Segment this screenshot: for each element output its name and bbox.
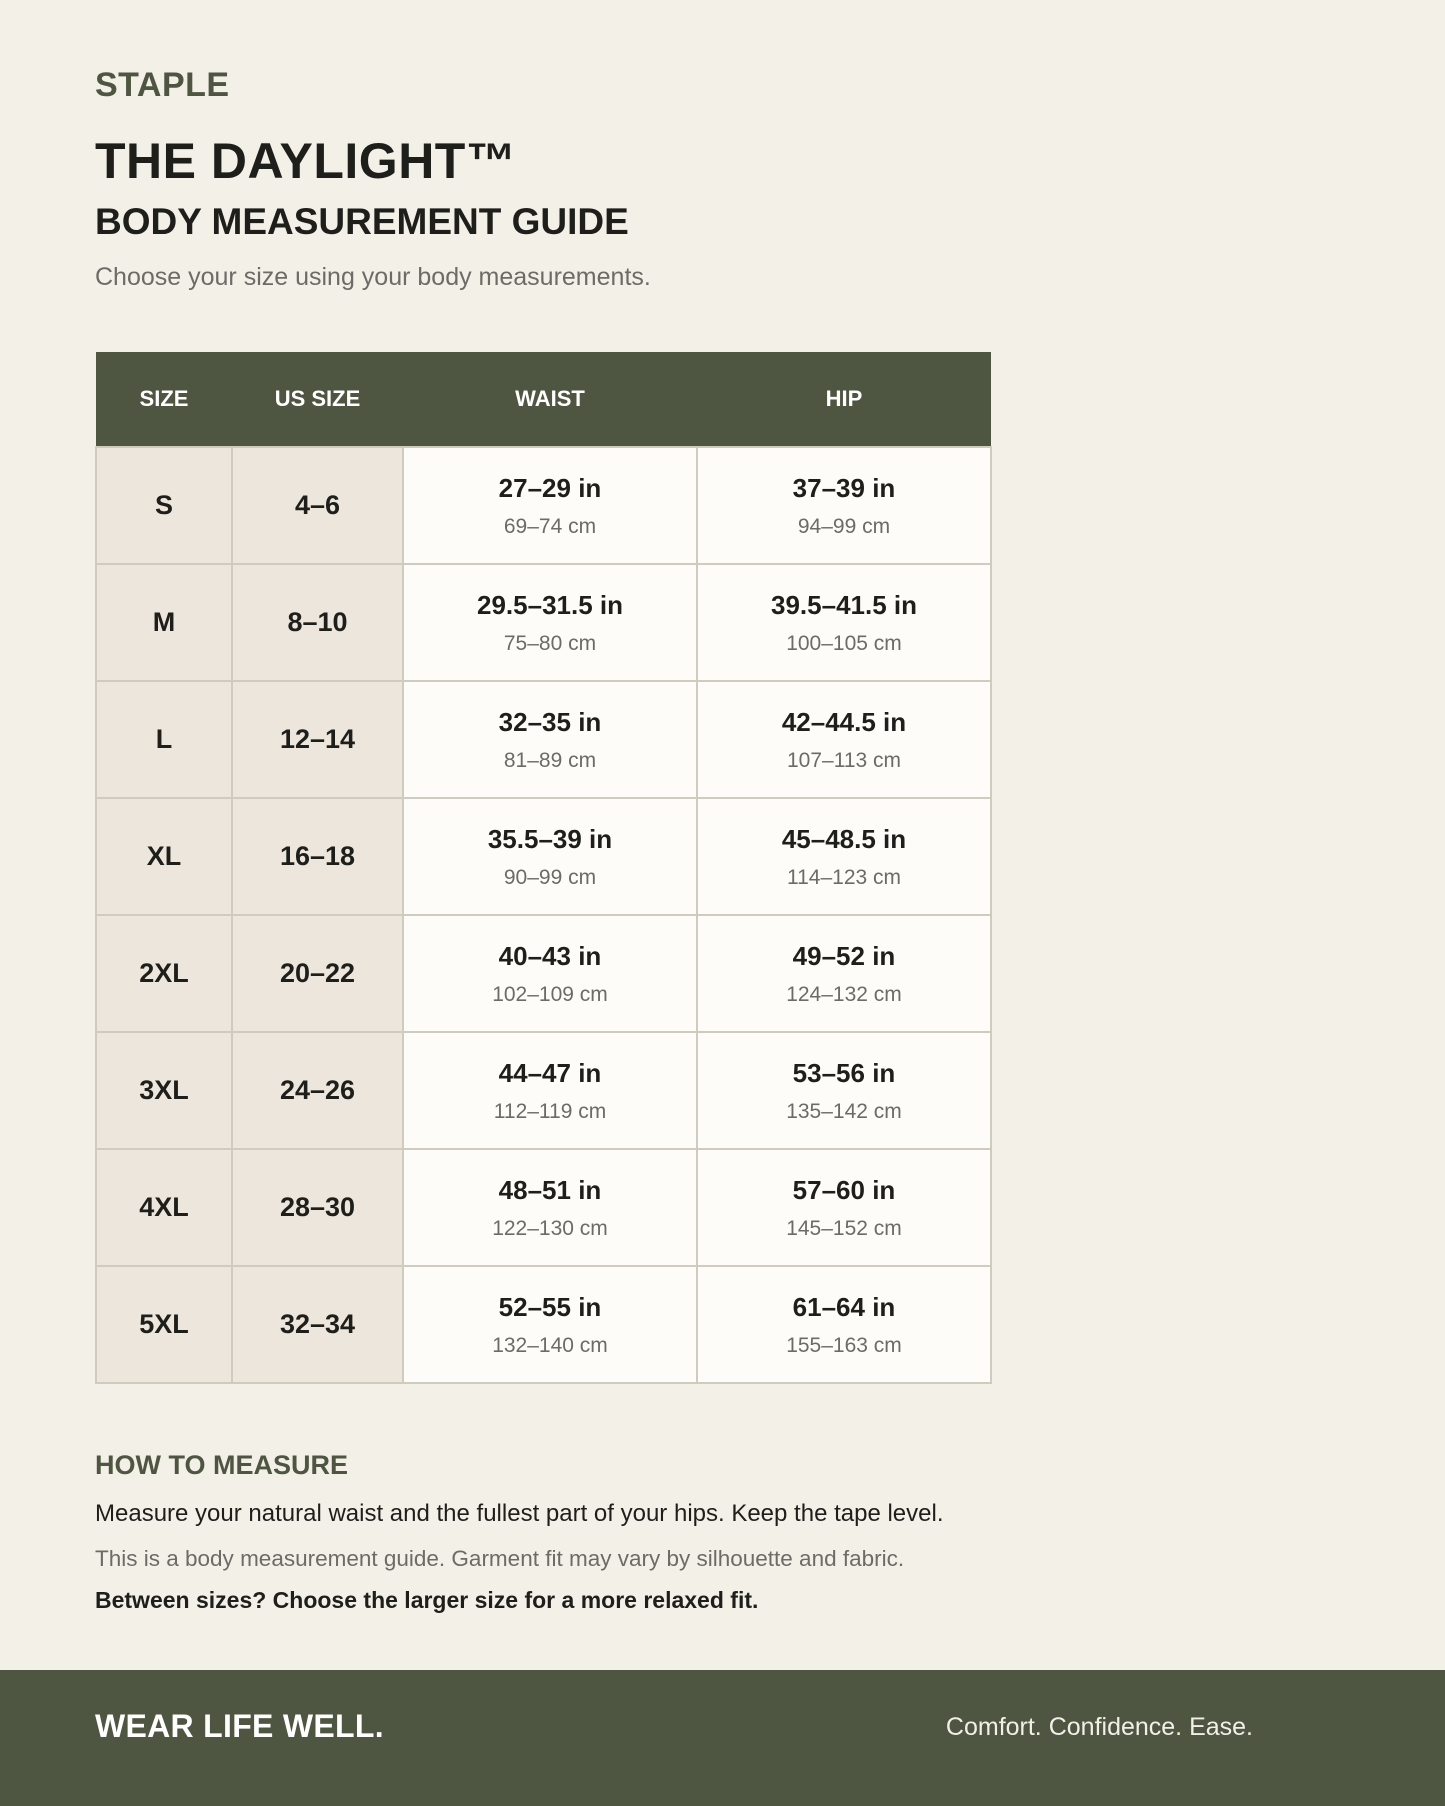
waist-inches: 32–35 in <box>498 706 602 737</box>
us-size-cell: 32–34 <box>232 1266 403 1383</box>
size-cell: L <box>96 681 232 798</box>
hip-inches: 61–64 in <box>792 1291 896 1322</box>
hip-inches: 39.5–41.5 in <box>771 589 917 620</box>
between-sizes-tip: Between sizes? Choose the larger size for a more relaxed fit. <box>95 1587 759 1613</box>
size-cell: 5XL <box>96 1266 232 1383</box>
us-size-cell: 20–22 <box>232 915 403 1032</box>
us-size-cell: 24–26 <box>232 1032 403 1149</box>
waist-centimeters: 75–80 cm <box>503 631 597 655</box>
column-header-hip: HIP <box>697 352 991 447</box>
brand-name: STAPLE <box>95 66 230 104</box>
footer-tagline: Comfort. Confidence. Ease. <box>945 1713 1253 1741</box>
hip-cell <box>697 681 991 798</box>
waist-cell <box>403 798 697 915</box>
footer <box>0 1670 1445 1806</box>
table-row <box>96 798 991 915</box>
footer-slogan: WEAR LIFE WELL. <box>95 1708 384 1744</box>
hip-centimeters: 145–152 cm <box>786 1216 902 1240</box>
waist-inches: 27–29 in <box>498 472 602 503</box>
waist-cell <box>403 447 697 564</box>
waist-centimeters: 132–140 cm <box>492 1333 608 1357</box>
table-row <box>96 1032 991 1149</box>
column-header-size: SIZE <box>96 352 232 447</box>
table-header-row <box>96 352 991 447</box>
size-cell: 4XL <box>96 1149 232 1266</box>
fit-disclaimer: This is a body measurement guide. Garment fit may vary by silhouette and fabric. <box>95 1546 905 1571</box>
waist-inches: 35.5–39 in <box>487 823 613 854</box>
hip-inches: 37–39 in <box>792 472 896 503</box>
us-size-cell: 4–6 <box>232 447 403 564</box>
size-cell: XL <box>96 798 232 915</box>
hip-cell <box>697 564 991 681</box>
intro-text: Choose your size using your body measurements. <box>95 263 651 291</box>
us-size-cell: 28–30 <box>232 1149 403 1266</box>
waist-inches: 40–43 in <box>498 940 602 971</box>
hip-cell <box>697 1032 991 1149</box>
size-cell: M <box>96 564 232 681</box>
how-to-measure-instruction: Measure your natural waist and the fullest part of your hips. Keep the tape level. <box>95 1500 944 1527</box>
waist-cell <box>403 1032 697 1149</box>
column-header-us-size: US SIZE <box>232 352 403 447</box>
hip-cell <box>697 447 991 564</box>
hip-cell <box>697 915 991 1032</box>
size-cell: 3XL <box>96 1032 232 1149</box>
table-row <box>96 681 991 798</box>
hip-cell <box>697 798 991 915</box>
hip-cell <box>697 1266 991 1383</box>
how-to-measure-title: HOW TO MEASURE <box>95 1450 349 1480</box>
hip-centimeters: 114–123 cm <box>786 865 902 889</box>
table-row <box>96 1149 991 1266</box>
waist-inches: 44–47 in <box>498 1057 602 1088</box>
waist-cell <box>403 915 697 1032</box>
table-row <box>96 915 991 1032</box>
table-row <box>96 447 991 564</box>
hip-centimeters: 107–113 cm <box>786 748 902 772</box>
waist-cell <box>403 564 697 681</box>
page-title: THE DAYLIGHT™ <box>95 133 517 189</box>
waist-centimeters: 102–109 cm <box>492 982 608 1006</box>
us-size-cell: 16–18 <box>232 798 403 915</box>
size-table <box>95 352 992 1384</box>
size-cell: S <box>96 447 232 564</box>
waist-centimeters: 69–74 cm <box>503 514 597 538</box>
size-cell: 2XL <box>96 915 232 1032</box>
hip-centimeters: 94–99 cm <box>797 514 891 538</box>
waist-centimeters: 112–119 cm <box>493 1099 607 1123</box>
hip-inches: 49–52 in <box>792 940 896 971</box>
waist-cell <box>403 681 697 798</box>
hip-centimeters: 135–142 cm <box>786 1099 902 1123</box>
hip-centimeters: 155–163 cm <box>786 1333 902 1357</box>
waist-inches: 48–51 in <box>498 1174 602 1205</box>
hip-cell <box>697 1149 991 1266</box>
column-header-waist: WAIST <box>403 352 697 447</box>
table-row <box>96 1266 991 1383</box>
hip-inches: 42–44.5 in <box>781 706 907 737</box>
waist-centimeters: 90–99 cm <box>503 865 597 889</box>
hip-inches: 57–60 in <box>792 1174 896 1205</box>
us-size-cell: 8–10 <box>232 564 403 681</box>
hip-centimeters: 100–105 cm <box>786 631 902 655</box>
hip-centimeters: 124–132 cm <box>786 982 902 1006</box>
table-row <box>96 564 991 681</box>
table-body <box>96 447 991 1383</box>
hip-inches: 45–48.5 in <box>781 823 907 854</box>
hip-inches: 53–56 in <box>792 1057 896 1088</box>
waist-cell <box>403 1266 697 1383</box>
waist-centimeters: 122–130 cm <box>492 1216 608 1240</box>
waist-inches: 52–55 in <box>498 1291 602 1322</box>
us-size-cell: 12–14 <box>232 681 403 798</box>
waist-inches: 29.5–31.5 in <box>477 589 623 620</box>
page-subtitle: BODY MEASUREMENT GUIDE <box>95 201 629 242</box>
waist-cell <box>403 1149 697 1266</box>
waist-centimeters: 81–89 cm <box>503 748 597 772</box>
